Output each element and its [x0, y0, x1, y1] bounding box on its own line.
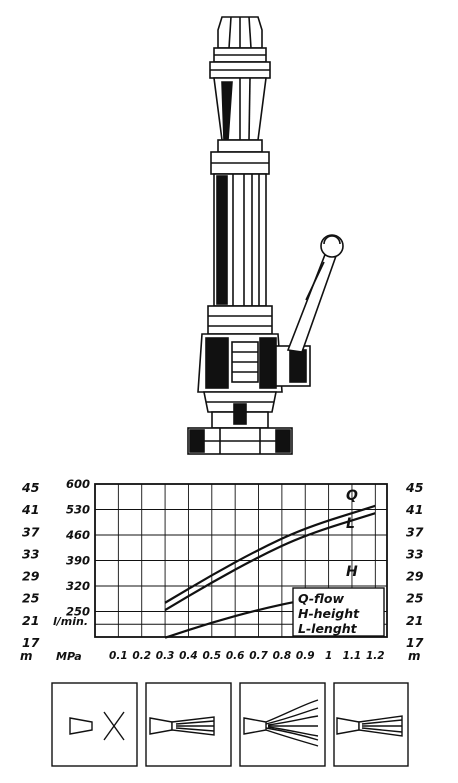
flow-tick-label: 460	[65, 528, 90, 542]
right-m-tick-label: 41	[406, 502, 424, 518]
right-m-tick-label: 37	[406, 524, 424, 540]
flow-tick-label: 320	[65, 579, 90, 593]
left-m-unit: m	[20, 649, 33, 663]
x-tick-label: 0.1	[109, 650, 128, 662]
closed-nozzle-icon	[52, 683, 137, 766]
x-tick-label: 1	[324, 650, 333, 662]
right-m-tick-label: 33	[406, 546, 424, 562]
right-m-tick-label: 25	[406, 590, 424, 606]
left-m-tick-label: 37	[22, 524, 40, 540]
x-tick-label: 1.2	[366, 650, 385, 662]
legend-l: L-lenght	[298, 621, 357, 636]
left-m-tick-label: 25	[22, 590, 40, 606]
legend-q: Q-flow	[298, 591, 345, 606]
series-label-h: H	[346, 564, 358, 580]
performance-chart	[20, 477, 424, 663]
x-tick-label: 0.7	[249, 650, 268, 662]
x-tick-label: 0.5	[202, 650, 222, 662]
flow-tick-label: 600	[65, 477, 90, 491]
straight-jet-icon	[146, 683, 231, 766]
narrow-spray-icon	[334, 683, 408, 766]
series-label-l: L	[346, 516, 355, 532]
left-m-tick-label: 41	[22, 502, 40, 518]
x-tick-label: 0.4	[179, 650, 198, 662]
right-m-unit: m	[408, 649, 421, 663]
nozzle-illustration	[188, 17, 343, 454]
flow-unit-label: l/min.	[53, 615, 89, 628]
legend-h: H-height	[298, 606, 360, 621]
flow-tick-label: 250	[65, 604, 90, 619]
x-tick-label: 0.8	[272, 650, 292, 662]
x-tick-label: 1.1	[342, 650, 362, 662]
right-m-tick-label: 29	[406, 568, 424, 584]
x-tick-label: 0.3	[155, 650, 175, 662]
right-m-tick-label: 17	[406, 635, 424, 650]
series-label-q: Q	[346, 488, 358, 504]
left-m-tick-label: 17	[22, 635, 40, 650]
left-m-tick-label: 33	[22, 546, 40, 562]
x-tick-label: 0.9	[295, 650, 315, 662]
flow-tick-label: 390	[65, 553, 90, 568]
left-m-tick-label: 45	[22, 480, 40, 495]
right-m-tick-label: 45	[406, 480, 424, 495]
spray-mode-panels	[52, 683, 408, 766]
wide-spray-icon	[240, 683, 325, 766]
left-m-tick-label: 29	[22, 568, 40, 584]
x-unit-label: MPa	[56, 650, 82, 663]
x-tick-label: 0.6	[225, 650, 245, 662]
left-m-tick-label: 21	[22, 612, 40, 628]
x-tick-label: 0.2	[132, 650, 152, 662]
right-m-tick-label: 21	[406, 612, 424, 628]
flow-tick-label: 530	[65, 502, 90, 517]
